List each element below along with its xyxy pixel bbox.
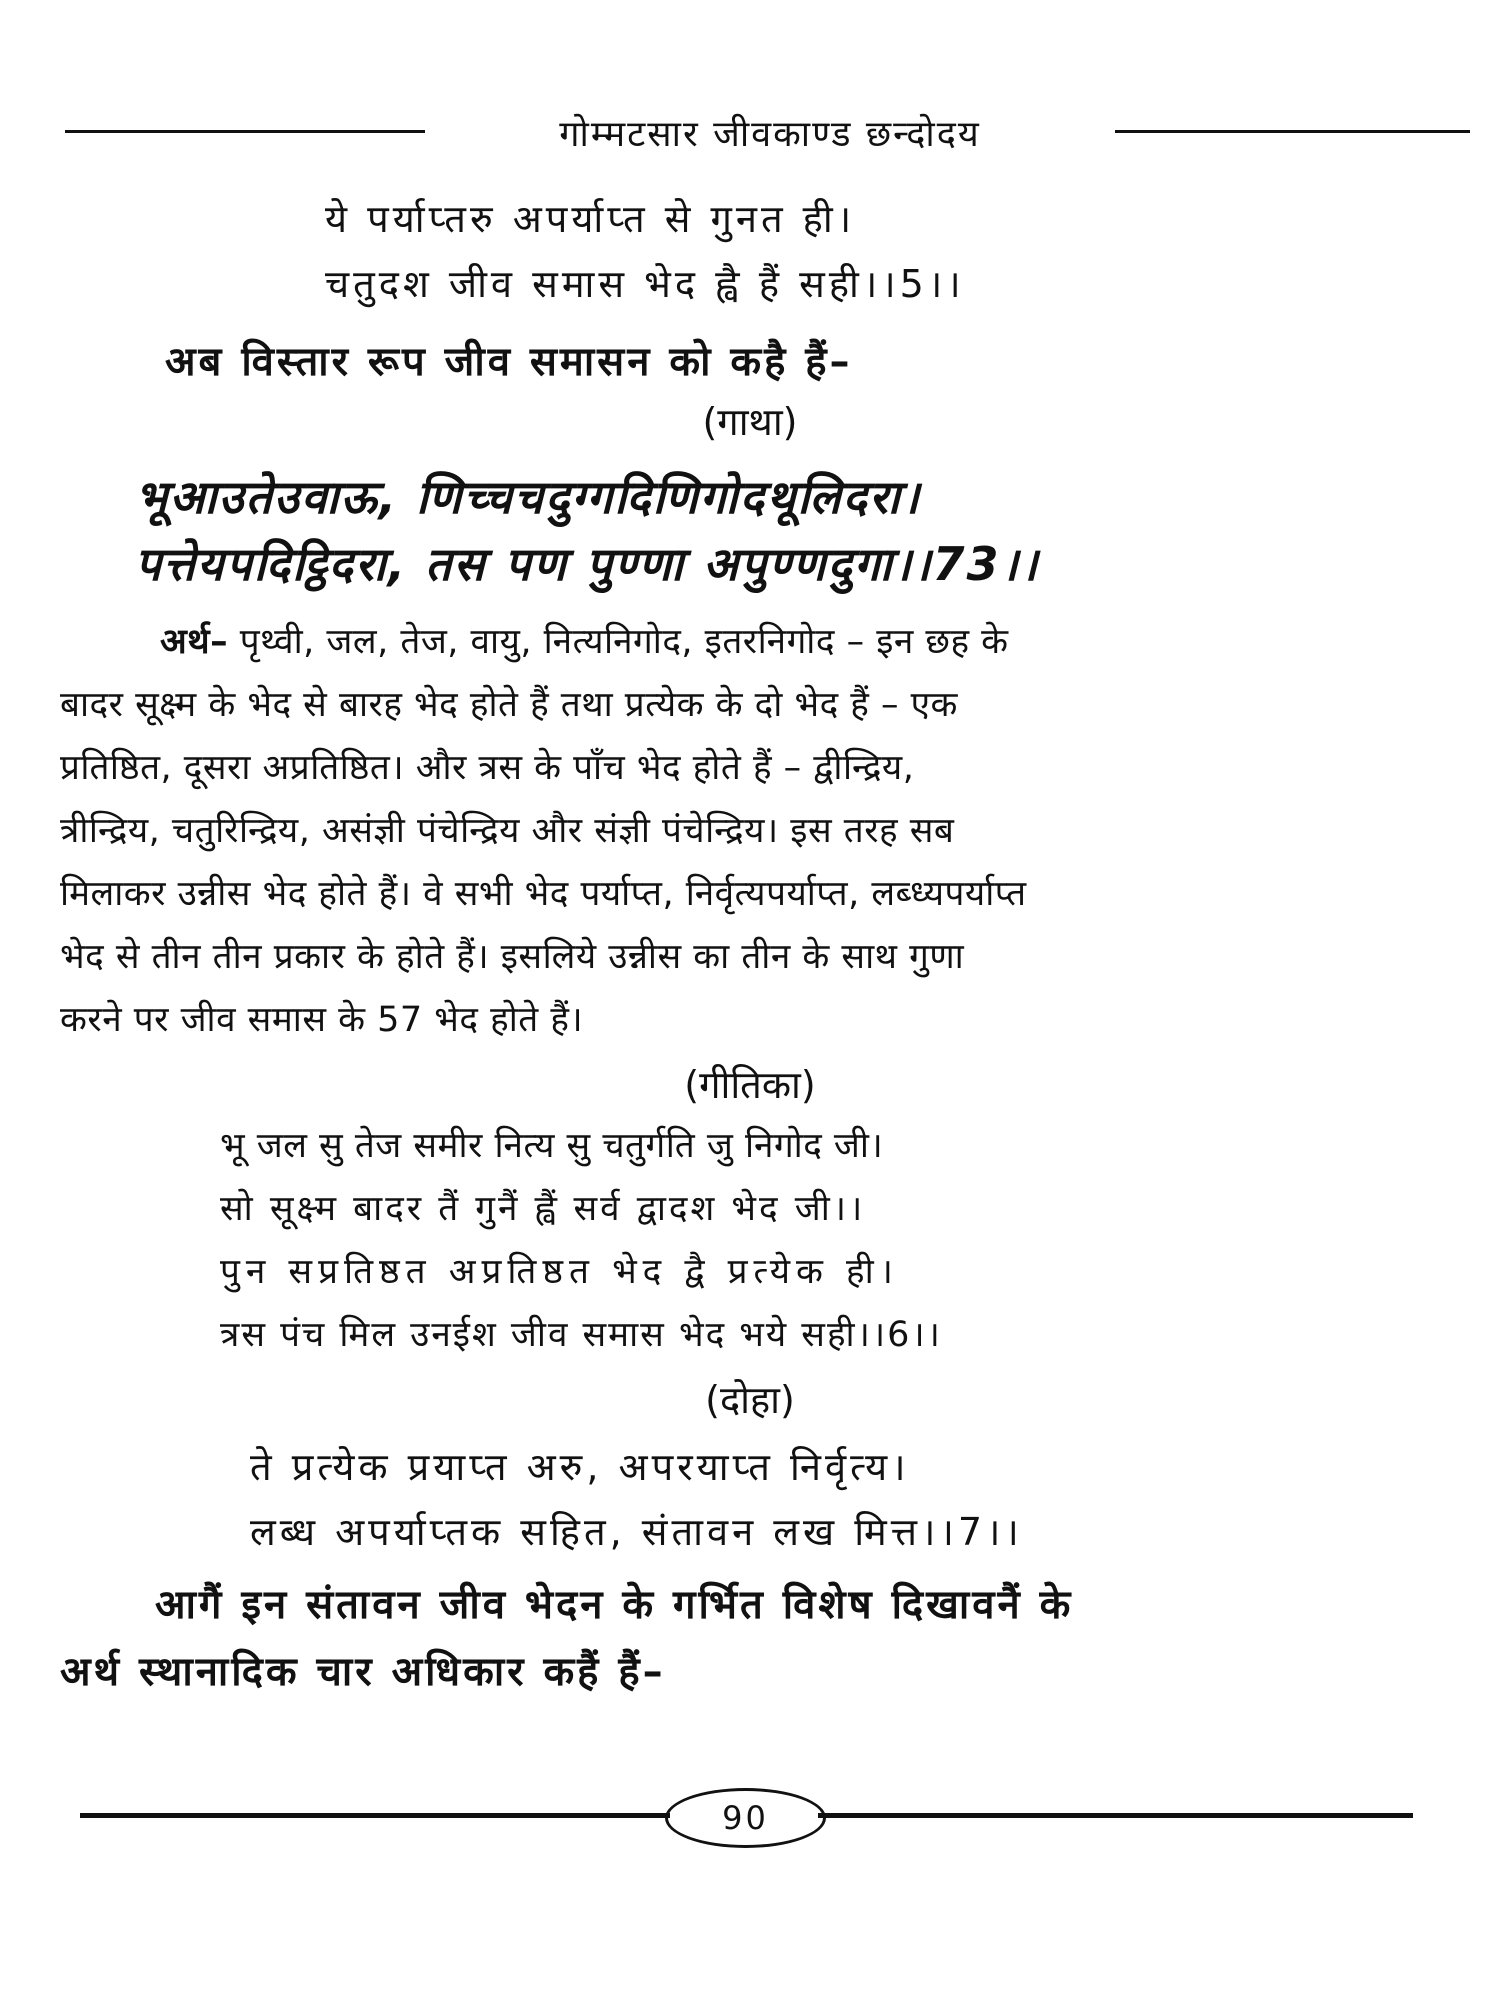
header-rule-right [1115, 130, 1470, 133]
artha-line7: करने पर जीव समास के 57 भेद होते हैं। [60, 1000, 584, 1040]
header-rule-left [65, 130, 425, 133]
section-heading-1: अब विस्तार रूप जीव समासन को कहै हैं– [165, 339, 853, 385]
gitika-line3: पुन सप्रतिष्ठत अप्रतिष्ठत भेद द्वै प्रत्येक ही। [220, 1252, 899, 1292]
section-heading-2-line1: आगैं इन संतावन जीव भेदन के गर्भित विशेष दिखावनैं के [155, 1582, 1074, 1628]
artha-line2: बादर सूक्ष्म के भेद से बारह भेद होते हैं तथा प्रत्येक के दो भेद हैं – एक [60, 685, 958, 725]
artha-line4: त्रीन्द्रिय, चतुरिन्द्रिय, असंज्ञी पंचेन्द्रिय और संज्ञी पंचेन्द्रिय। इस तरह सब [60, 811, 955, 851]
gatha-line2: पत्तेयपदिट्ठिदरा, तस पण पुण्णा अपुण्णदुगा।।73।। [135, 537, 1040, 591]
gitika-line4: त्रस पंच मिल उनईश जीव समास भेद भये सही।।6।। [220, 1315, 942, 1355]
footer-rule-left [80, 1813, 670, 1818]
section-heading-2-line2: अर्थ स्थानादिक चार अधिकार कहैं हैं– [60, 1649, 666, 1695]
running-header-title: गोम्मटसार जीवकाण्ड छन्दोदय [559, 114, 981, 155]
artha-line1 [160, 617, 1009, 664]
artha-line6: भेद से तीन तीन प्रकार के होते हैं। इसलिये उन्नीस का तीन के साथ गुणा [60, 937, 965, 977]
page-number-oval [665, 1788, 826, 1848]
artha-label: अर्थ– [160, 622, 229, 662]
page-number: 90 [722, 1799, 769, 1837]
gatha-line1: भूआउतेउवाऊ, णिच्चचदुग्गदिणिगोदथूलिदरा। [135, 470, 922, 524]
gitika-line1: भू जल सु तेज समीर नित्य सु चतुर्गति जु निगोद जी। [220, 1126, 884, 1166]
artha-line5: मिलाकर उन्नीस भेद होते हैं। वे सभी भेद पर्याप्त, निर्वृत्यपर्याप्त, लब्ध्यपर्याप्त [60, 874, 1027, 914]
doha-line1: ते प्रत्येक प्रयाप्त अरु, अपरयाप्त निर्वृत्य। [250, 1445, 910, 1489]
verse1-line1: ये पर्याप्तरु अपर्याप्त से गुनत ही। [325, 197, 856, 241]
gitika-label: (गीतिका) [684, 1063, 816, 1107]
verse1-line2: चतुदश जीव समास भेद ह्वै हैं सही।।5।। [325, 262, 965, 306]
footer-rule-right [818, 1813, 1413, 1818]
artha-line3: प्रतिष्ठित, दूसरा अप्रतिष्ठित। और त्रस के पाँच भेद होते हैं – द्वीन्द्रिय, [60, 748, 915, 788]
doha-line2: लब्ध अपर्याप्तक सहित, संतावन लख मित्त।।7।। [250, 1510, 1023, 1554]
gatha-label: (गाथा) [702, 400, 798, 444]
gitika-line2: सो सूक्ष्म बादर तैं गुनैं ह्वैं सर्व द्वादश भेद जी।। [220, 1189, 866, 1229]
doha-label: (दोहा) [705, 1378, 795, 1422]
artha-text-1: पृथ्वी, जल, तेज, वायु, नित्यनिगोद, इतरनिगोद – इन छह के [239, 622, 1009, 662]
